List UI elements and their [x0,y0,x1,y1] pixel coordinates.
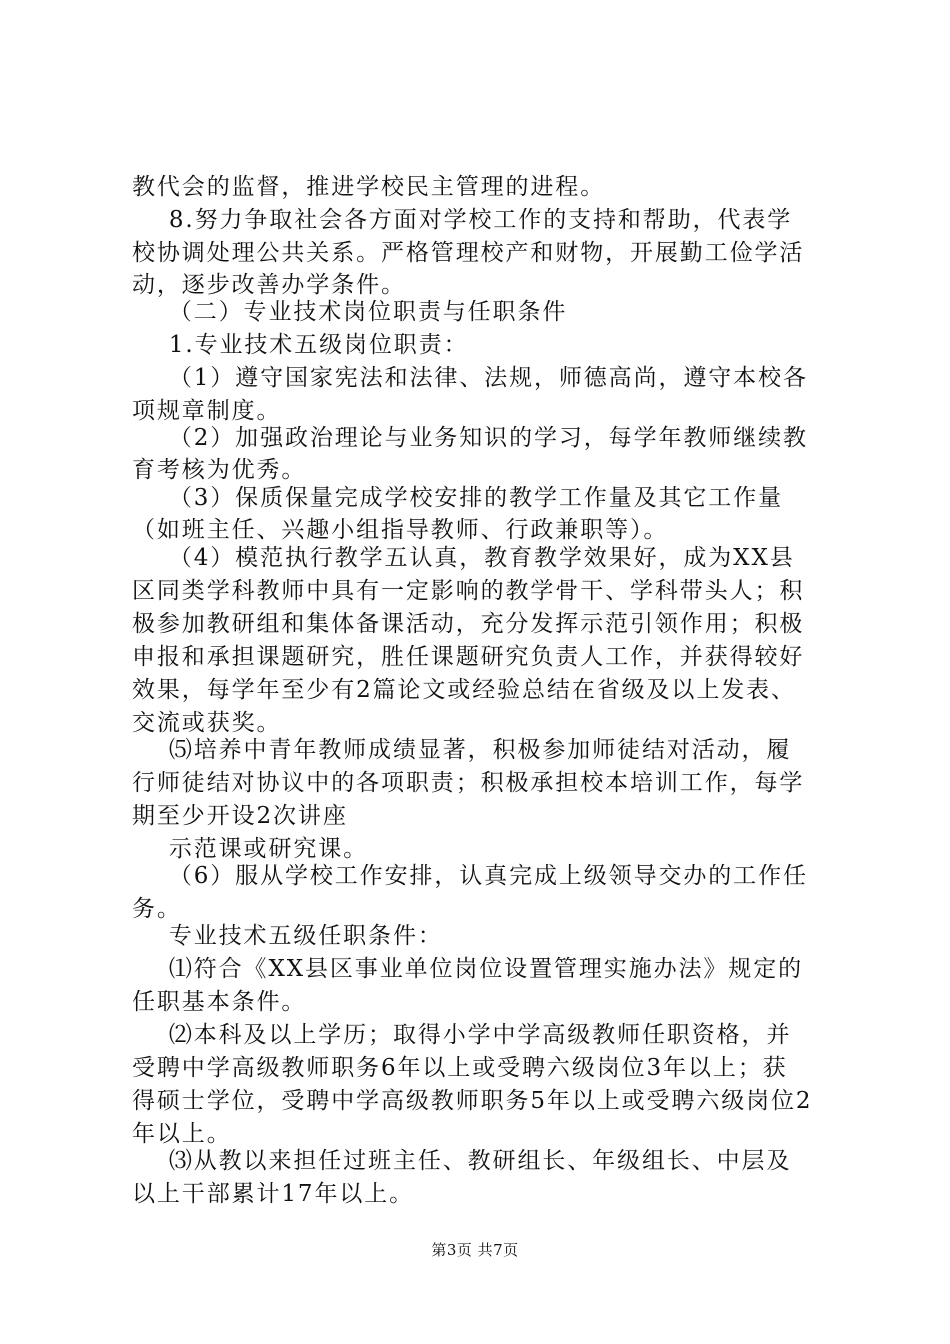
body-line: 示范课或研究课。 [132,836,369,862]
body-line: 年以上。 [132,1121,232,1147]
body-line: 行师徒结对协议中的各项职责；积极承担校本培训工作，每学 [132,770,805,796]
body-line: 育考核为优秀。 [132,457,307,483]
body-line: 交流或获奖。 [132,710,282,736]
body-line: 以上干部累计17年以上。 [132,1181,415,1207]
body-line: （如班主任、兴趣小组指导教师、行政兼职等）。 [132,517,669,543]
body-line: ⑴符合《XX县区事业单位岗位设置管理实施办法》规定的 [132,956,803,982]
body-line: ⑶从教以来担任过班主任、教研组长、年级组长、中层及 [132,1148,792,1174]
subsection-heading: 1.专业技术五级岗位职责： [132,332,469,358]
body-line: 区同类学科教师中具有一定影响的教学骨干、学科带头人；积 [132,578,805,604]
body-line: 教代会的监督，推进学校民主管理的进程。 [132,174,606,200]
body-line: 极参加教研组和集体备课活动，充分发挥示范引领作用；积极 [132,611,805,637]
body-line: ⑵本科及以上学历；取得小学中学高级教师任职资格，并 [132,1022,792,1048]
body-line: ⑸培养中青年教师成绩显著，积极参加师徒结对活动，履 [132,737,792,763]
body-line: 申报和承担课题研究，胜任课题研究负责人工作，并获得较好 [132,644,805,670]
subsection-heading: 专业技术五级任职条件： [132,923,443,949]
body-line: 期至少开设2次讲座 [132,803,348,829]
body-line: 受聘中学高级教师职务6年以上或受聘六级岗位3年以上；获 [132,1055,788,1081]
body-line: 效果，每学年至少有2篇论文或经验总结在省级及以上发表、 [132,677,796,703]
body-line: 校协调处理公共关系。严格管理校产和财物，开展勤工俭学活 [132,240,805,266]
body-line: （4）模范执行教学五认真，教育教学效果好，成为XX县 [132,545,795,571]
body-line: （3）保质保量完成学校安排的教学工作量及其它工作量 [132,485,783,511]
body-line: 得硕士学位，受聘中学高级教师职务5年以上或受聘六级岗位2 [132,1088,813,1114]
body-line: 项规章制度。 [132,398,282,424]
body-line: （1）遵守国家宪法和法律、法规，师德高尚，遵守本校各 [132,365,808,391]
body-line: （6）服从学校工作安排，认真完成上级领导交办的工作任 [132,863,808,889]
section-heading: （二）专业技术岗位职责与任职条件 [132,299,568,325]
page-number-footer: 第3页 共7页 [431,1241,519,1259]
body-line: 8.努力争取社会各方面对学校工作的支持和帮助，代表学 [132,207,793,233]
body-line: （2）加强政治理论与业务知识的学习，每学年教师继续教 [132,425,808,451]
body-line: 务。 [132,896,182,922]
body-line: 任职基本条件。 [132,989,307,1015]
body-line: 动，逐步改善办学条件。 [132,272,406,298]
